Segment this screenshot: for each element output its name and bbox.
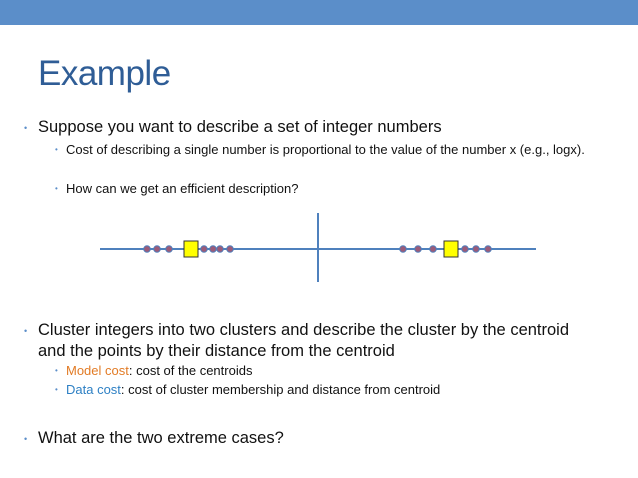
data-cost-desc: : cost of cluster membership and distance from centroid [120, 382, 441, 397]
model-cost-label: Model cost [66, 363, 129, 378]
data-point [217, 246, 224, 253]
data-point [166, 246, 173, 253]
data-point [227, 246, 234, 253]
data-point [415, 246, 422, 253]
data-point [485, 246, 492, 253]
bullet-dot-icon: • [55, 145, 58, 154]
bullet-3 [24, 428, 608, 449]
bullet-1-sub-1-text: Cost of describing a single number is proportional to the value of the number x (e.g., logx). [66, 142, 585, 157]
data-point [430, 246, 437, 253]
data-point [462, 246, 469, 253]
data-point [144, 246, 151, 253]
centroid-marker [184, 241, 198, 257]
data-point [154, 246, 161, 253]
bullet-dot-icon: • [24, 326, 28, 336]
bullet-2-sub-1 [55, 362, 611, 380]
bullet-3-text: What are the two extreme cases? [38, 429, 284, 447]
bullet-2-text: Cluster integers into two clusters and describe the cluster by the centroid and the points by their distance from the centroid [38, 321, 570, 360]
bullet-dot-icon: • [55, 184, 58, 193]
bullet-dot-icon: • [55, 385, 58, 394]
data-point [201, 246, 208, 253]
bullet-dot-icon: • [24, 434, 28, 444]
bullet-2 [24, 320, 598, 362]
centroid-marker [444, 241, 458, 257]
slide-title: Example [38, 54, 171, 93]
bullet-dot-icon: • [24, 123, 28, 133]
bullet-1-sub-2-text: How can we get an efficient description? [66, 181, 299, 196]
data-point [210, 246, 217, 253]
data-cost-label: Data cost [66, 382, 121, 397]
data-point [473, 246, 480, 253]
model-cost-desc: : cost of the centroids [128, 363, 253, 378]
data-point [400, 246, 407, 253]
bullet-2-sub-2 [55, 381, 611, 399]
bullet-dot-icon: • [55, 366, 58, 375]
bullet-1-text: Suppose you want to describe a set of integer numbers [38, 118, 442, 136]
